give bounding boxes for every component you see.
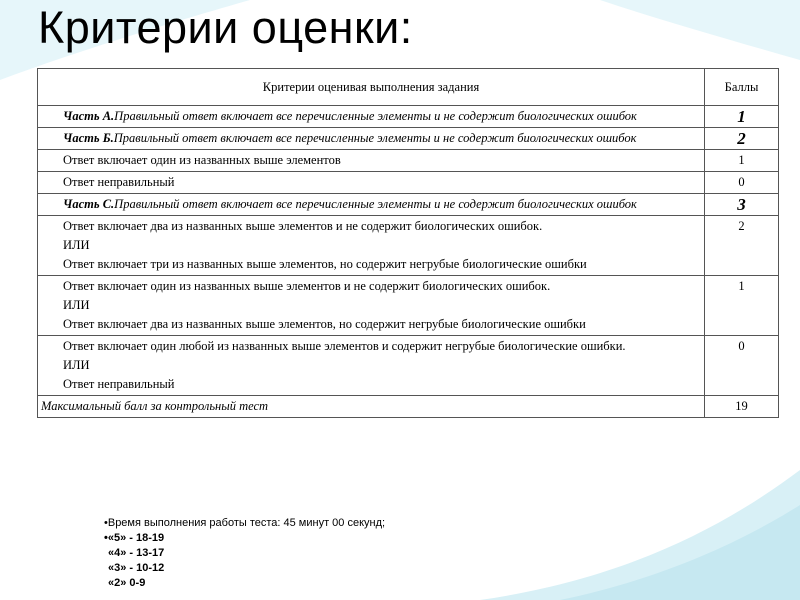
c-row1-cell bbox=[38, 216, 705, 276]
c-row1-or: ИЛИ bbox=[63, 238, 90, 252]
b-row2-text: Ответ неправильный bbox=[63, 175, 175, 189]
part-a-cell bbox=[38, 106, 705, 128]
table-row bbox=[38, 106, 779, 128]
footer-points: 19 bbox=[705, 396, 779, 418]
time-note: •Время выполнения работы теста: 45 минут 00 секунд; bbox=[104, 517, 386, 529]
part-b-cell bbox=[38, 128, 705, 150]
part-a-points: 1 bbox=[705, 106, 779, 128]
c-row3-line1: Ответ включает один любой из названных выше элементов и содержит негрубые биологические ошибки. bbox=[63, 339, 626, 353]
table-row bbox=[38, 172, 779, 194]
page-title: Критерии оценки: bbox=[38, 2, 413, 53]
c-row3-cell bbox=[38, 336, 705, 396]
grade-2: «2» 0-9 bbox=[108, 577, 146, 589]
part-a-label: Часть А. bbox=[63, 109, 115, 123]
c-row2-points: 1 bbox=[705, 276, 779, 336]
part-b-label: Часть Б. bbox=[63, 131, 114, 145]
part-c-label: Часть С. bbox=[63, 197, 115, 211]
table-row bbox=[38, 128, 779, 150]
criteria-table bbox=[37, 68, 779, 418]
part-b-text: Правильный ответ включает все перечисленные элементы и не содержит биологических ошибок bbox=[113, 131, 637, 145]
grade-4: «4» - 13-17 bbox=[108, 547, 165, 559]
c-row3-line2: Ответ неправильный bbox=[63, 377, 175, 391]
table-row bbox=[38, 216, 779, 276]
grade-3: «3» - 10-12 bbox=[108, 562, 165, 574]
table-row bbox=[38, 276, 779, 336]
c-row3-points: 0 bbox=[705, 336, 779, 396]
c-row2-line1: Ответ включает один из названных выше элементов и не содержит биологических ошибок. bbox=[63, 279, 551, 293]
b-row2-points: 0 bbox=[705, 172, 779, 194]
table-row bbox=[38, 150, 779, 172]
part-c-points: 3 bbox=[705, 194, 779, 216]
b-row1-points: 1 bbox=[705, 150, 779, 172]
table-header-row bbox=[38, 69, 779, 106]
footer-text: Максимальный балл за контрольный тест bbox=[38, 396, 705, 418]
c-row3-or: ИЛИ bbox=[63, 358, 90, 372]
part-c-cell bbox=[38, 194, 705, 216]
b-row1-cell bbox=[38, 150, 705, 172]
c-row1-line1: Ответ включает два из названных выше элементов и не содержит биологических ошибок. bbox=[63, 219, 543, 233]
c-row1-line2: Ответ включает три из названных выше элементов, но содержит негрубые биологические ошибки bbox=[63, 257, 587, 271]
b-row1-text: Ответ включает один из названных выше элементов bbox=[63, 153, 341, 167]
grade-5: •«5» - 18-19 bbox=[104, 532, 165, 544]
c-row1-points: 2 bbox=[705, 216, 779, 276]
notes bbox=[104, 516, 385, 591]
c-row2-or: ИЛИ bbox=[63, 298, 90, 312]
header-points: Баллы bbox=[705, 69, 779, 106]
c-row2-cell bbox=[38, 276, 705, 336]
part-c-text: Правильный ответ включает все перечисленные элементы и не содержит биологических ошибок bbox=[114, 197, 637, 211]
part-b-points: 2 bbox=[705, 128, 779, 150]
b-row2-cell bbox=[38, 172, 705, 194]
table-row bbox=[38, 336, 779, 396]
table-row bbox=[38, 194, 779, 216]
header-criteria: Критерии оценивая выполнения задания bbox=[38, 69, 705, 106]
part-a-text: Правильный ответ включает все перечисленные элементы и не содержит биологических ошибок bbox=[114, 109, 637, 123]
table-footer-row bbox=[38, 396, 779, 418]
c-row2-line2: Ответ включает два из названных выше элементов, но содержит негрубые биологические ошибки bbox=[63, 317, 586, 331]
